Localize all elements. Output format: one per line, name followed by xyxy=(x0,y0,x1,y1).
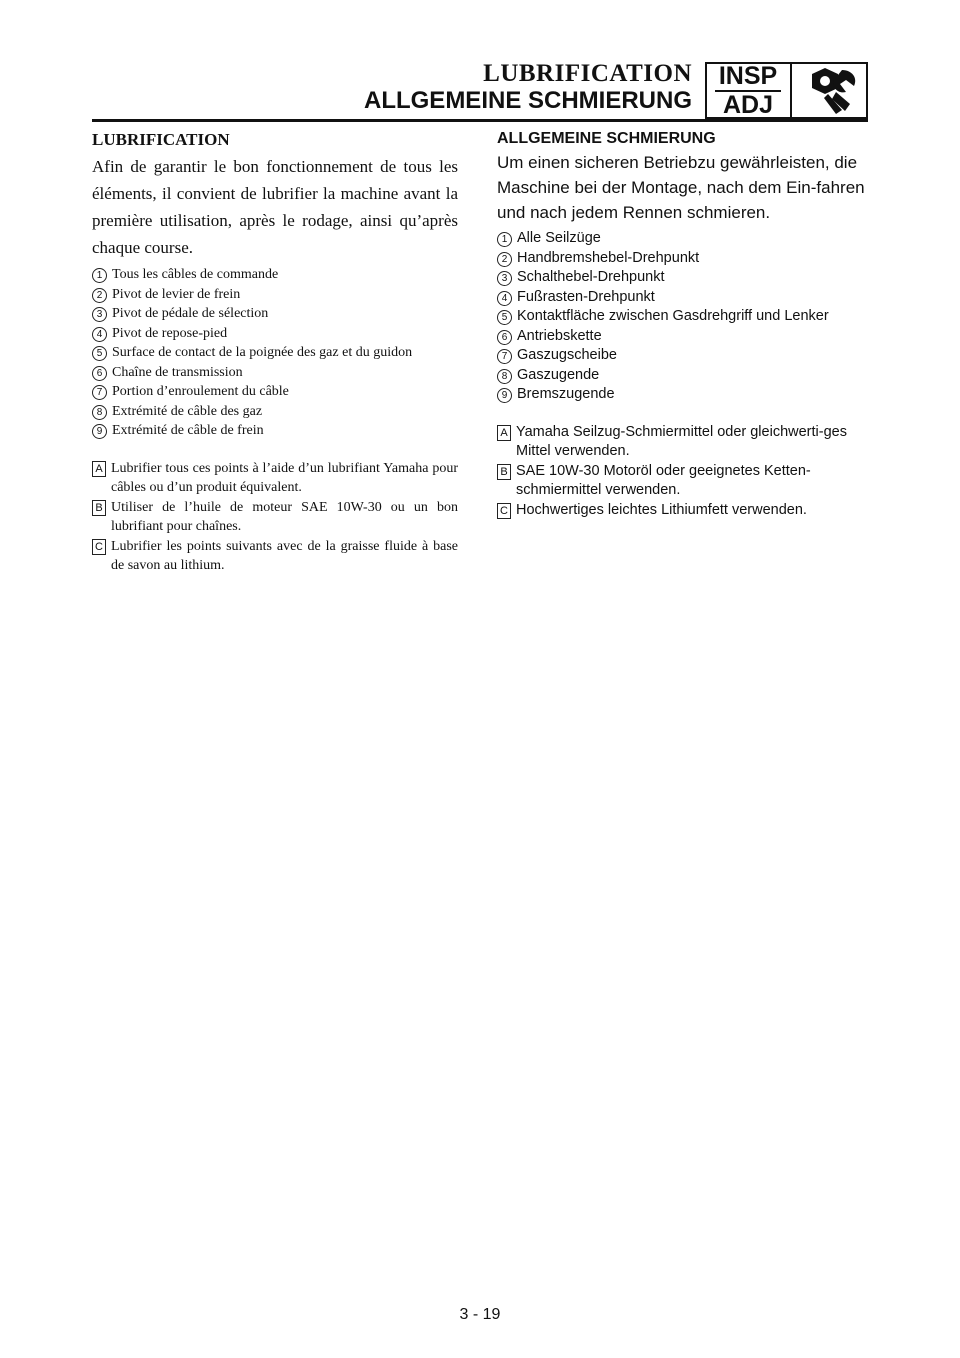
item-text: Handbremshebel-Drehpunkt xyxy=(517,249,700,266)
item-text: Extrémité de câble des gaz xyxy=(112,403,263,419)
number-marker: 7 xyxy=(497,349,512,364)
letter-marker: C xyxy=(497,503,511,519)
page-number: 3 - 19 xyxy=(459,1306,501,1323)
list-item xyxy=(497,249,869,269)
item-text: Alle Seilzüge xyxy=(517,230,601,246)
number-marker: 3 xyxy=(92,307,107,322)
wrench-bolt-icon xyxy=(790,64,866,117)
note-item xyxy=(497,462,869,501)
list-item xyxy=(92,402,458,422)
number-marker: 4 xyxy=(92,327,107,342)
note-item xyxy=(497,423,869,462)
number-marker: 5 xyxy=(92,346,107,361)
insp-adj-badge xyxy=(709,63,787,117)
item-text: Pivot de levier de frein xyxy=(112,286,241,302)
list-item xyxy=(497,385,869,405)
letter-marker: C xyxy=(92,539,106,555)
list-item xyxy=(497,268,869,288)
number-marker: 6 xyxy=(92,366,107,381)
item-text: Fußrasten-Drehpunkt xyxy=(517,288,655,305)
fr-heading: LUBRIFICATION xyxy=(92,130,230,149)
fr-intro: Afin de garantir le bon fonctionnement de tous les éléments, il convient de lubrifier la machine avant la première utilisation, après le rodage, ainsi qu’après chaque course. xyxy=(92,157,458,257)
de-intro: Um einen sicheren Betriebzu gewährleisten, die Maschine bei der Montage, nach dem Ein-fahren und nach jedem Rennen schmieren. xyxy=(497,153,865,222)
item-text: Bremszugende xyxy=(517,386,615,402)
item-text: Schalthebel-Drehpunkt xyxy=(517,269,665,285)
header-rule xyxy=(92,119,868,122)
list-item xyxy=(497,307,869,327)
list-item xyxy=(92,382,458,402)
item-text: Gaszugende xyxy=(517,366,600,383)
letter-marker: B xyxy=(92,500,106,516)
number-marker: 3 xyxy=(497,271,512,286)
header-title-fr: LUBRIFICATION xyxy=(483,60,692,87)
note-item xyxy=(92,537,458,576)
item-text: Portion d’enroulement du câble xyxy=(112,384,289,399)
letter-marker: A xyxy=(497,425,511,441)
list-item xyxy=(92,265,458,285)
de-heading: ALLGEMEINE SCHMIERUNG xyxy=(497,130,716,147)
note-text: Hochwertiges leichtes Lithiumfett verwenden. xyxy=(516,501,807,518)
list-item xyxy=(92,343,458,363)
note-text: Lubrifier les points suivants avec de la graisse fluide à base de savon au lithium. xyxy=(111,538,458,573)
note-item xyxy=(92,498,458,537)
number-marker: 9 xyxy=(92,424,107,439)
number-marker: 1 xyxy=(92,268,107,283)
number-marker: 5 xyxy=(497,310,512,325)
list-item xyxy=(497,366,869,386)
item-text: Pivot de pédale de sélection xyxy=(112,306,269,321)
item-text: Tous les câbles de commande xyxy=(112,267,279,282)
item-text: Surface de contact de la poignée des gaz et du guidon xyxy=(112,345,413,360)
note-text: SAE 10W-30 Motoröl oder geeignetes Ketten-schmiermittel verwenden. xyxy=(516,462,811,498)
note-item xyxy=(497,501,869,521)
list-item xyxy=(92,363,458,383)
note-text: Lubrifier tous ces points à l’aide d’un lubrifiant Yamaha pour câbles ou d’un produit équivalent. xyxy=(111,460,458,495)
number-marker: 4 xyxy=(497,291,512,306)
item-text: Antriebskette xyxy=(517,327,602,344)
number-marker: 9 xyxy=(497,388,512,403)
list-item xyxy=(497,327,869,347)
list-item xyxy=(497,288,869,308)
list-item xyxy=(497,346,869,366)
item-text: Gaszugscheibe xyxy=(517,347,617,363)
letter-marker: B xyxy=(497,464,511,480)
german-column xyxy=(497,130,869,520)
list-item xyxy=(497,229,869,249)
number-marker: 6 xyxy=(497,330,512,345)
list-item xyxy=(92,324,458,344)
note-text: Yamaha Seilzug-Schmiermittel oder gleichwerti-ges Mittel verwenden. xyxy=(516,423,847,459)
number-marker: 2 xyxy=(497,252,512,267)
note-item xyxy=(92,459,458,498)
note-text: Utiliser de l’huile de moteur SAE 10W-30 ou un bon lubrifiant pour chaînes. xyxy=(111,499,458,534)
number-marker: 1 xyxy=(497,232,512,247)
list-item xyxy=(92,285,458,305)
french-column xyxy=(92,130,458,576)
number-marker: 2 xyxy=(92,288,107,303)
item-text: Extrémité de câble de frein xyxy=(112,423,264,438)
number-marker: 8 xyxy=(92,405,107,420)
item-text: Kontaktfläche zwischen Gasdrehgriff und Lenker xyxy=(517,308,829,324)
fr-item-list xyxy=(92,265,458,441)
list-item xyxy=(92,304,458,324)
fr-notes xyxy=(92,459,458,576)
letter-marker: A xyxy=(92,461,106,477)
de-notes xyxy=(497,423,869,521)
item-text: Chaîne de transmission xyxy=(112,364,243,380)
item-text: Pivot de repose-pied xyxy=(112,325,228,341)
list-item xyxy=(92,421,458,441)
de-item-list xyxy=(497,229,869,405)
badge-adj: ADJ xyxy=(715,90,781,118)
header-title-de: ALLGEMEINE SCHMIERUNG xyxy=(363,87,692,114)
number-marker: 8 xyxy=(497,369,512,384)
number-marker: 7 xyxy=(92,385,107,400)
badge-insp: INSP xyxy=(718,62,778,90)
